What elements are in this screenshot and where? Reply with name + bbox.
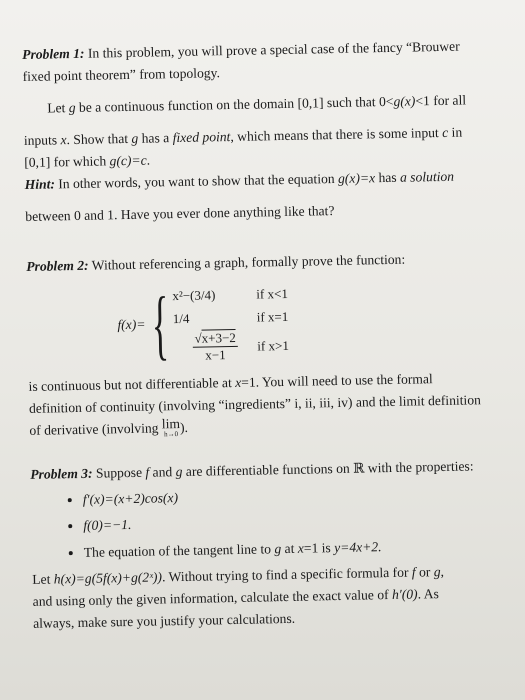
problem-2-heading: Problem 2: <box>26 257 89 275</box>
property-3: • The equation of the tangent line to g at x=1 is y=4x+2. <box>84 533 520 563</box>
problem-2-line-2: is continuous but not differentiable at x=1. You will need to use the formal <box>28 371 433 395</box>
case-2-expr: 1/4 <box>172 311 190 327</box>
case-3-cond: if x>1 <box>257 337 290 354</box>
hint-label: Hint: <box>24 176 56 193</box>
piecewise-function <box>117 279 516 368</box>
problem-1-line-5: [0,1] for which g(c)=c. <box>24 152 151 171</box>
case-3-expr: $\frac{√x+3-2}{x-1}$ <box>173 330 258 364</box>
problem-3-heading: Problem 3: <box>30 466 93 483</box>
problem-1-line-1: Problem 1: In this problem, you will prove a special case of the fancy “Brouwer <box>22 38 460 62</box>
problem-3-line-4: always, make sure you justify your calculations. <box>32 610 296 631</box>
problem-1-line-2: fixed point theorem” from topology. <box>22 65 221 85</box>
worksheet-content <box>22 35 521 635</box>
property-1: • f′(x)=(x+2)cos(x) <box>83 481 519 511</box>
case-1-cond: if x<1 <box>256 286 289 302</box>
left-brace: { <box>150 280 170 368</box>
problem-1-line-4: inputs x. Show that g has a fixed point, which means that there is some input c in <box>23 124 463 149</box>
properties-list <box>31 481 520 564</box>
problem-3-line-2: Let h(x)=g(5f(x)+g(2ˣ)). Without trying to find a specific formula for f or g, <box>32 563 445 587</box>
piecewise-cases <box>172 282 337 363</box>
function-lhs: f(x)= <box>117 316 146 333</box>
case-2-cond: if x=1 <box>256 309 289 325</box>
problem-2-line-3: definition of continuity (involving “ingredients” i, ii, iii, iv) and the limit definition <box>28 392 481 417</box>
problem-1-heading: Problem 1: <box>22 45 85 62</box>
problem-1-hint-line-2: between 0 and 1. Have you ever done anything like that? <box>25 203 335 225</box>
problem-1-hint: Hint: In other words, you want to show that the equation g(x)=x has a solution <box>24 168 455 193</box>
problem-2-line-4: of derivative (involving lim h→0 ). <box>29 416 189 439</box>
property-2: • f(0)=−1. <box>83 507 519 537</box>
problem-3-line-3: and using only the given information, calculate the exact value of h′(0). As <box>32 585 439 609</box>
problem-1-line-3: Let g be a continuous function on the domain [0,1] such that 0<g(x)<1 for all <box>47 92 467 116</box>
problem-3-line-1: Problem 3: Suppose f and g are differentiable functions on ℝ with the properties: <box>30 458 474 483</box>
problem-2-line-1: Problem 2: Without referencing a graph, formally prove the function: <box>26 251 406 275</box>
limit-symbol: lim h→0 <box>161 416 181 439</box>
case-1-expr: x²−(3/4) <box>172 287 216 304</box>
